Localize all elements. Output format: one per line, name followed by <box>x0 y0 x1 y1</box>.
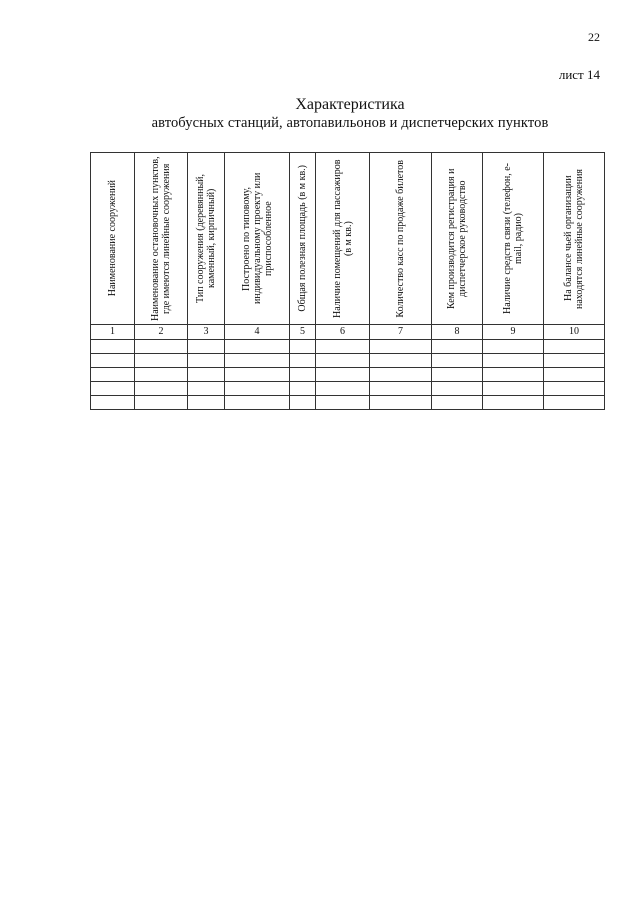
characteristics-table <box>90 152 605 410</box>
table-cell <box>135 382 188 396</box>
header-cell <box>135 153 188 325</box>
column-number: 4 <box>225 325 290 340</box>
table-cell <box>483 368 544 382</box>
column-number: 9 <box>483 325 544 340</box>
table-cell <box>544 382 605 396</box>
table-cell <box>91 340 135 354</box>
table-cell <box>91 382 135 396</box>
table-cell <box>370 340 432 354</box>
table-cell <box>483 354 544 368</box>
header-cell <box>544 153 605 325</box>
table-cell <box>188 368 225 382</box>
table-cell <box>135 396 188 410</box>
sheet-label: лист 14 <box>558 67 600 82</box>
table-row <box>91 396 605 410</box>
header-cell <box>91 153 135 325</box>
table-cell <box>370 354 432 368</box>
header-label: Количество касс по продаже билетов <box>395 159 406 318</box>
title-line-2: автобусных станций, автопавильонов и диспетчерских пунктов <box>151 115 549 131</box>
table-cell <box>290 368 316 382</box>
column-number: 2 <box>135 325 188 340</box>
column-number: 1 <box>91 325 135 340</box>
table-cell <box>135 340 188 354</box>
table-cell <box>225 382 290 396</box>
table-cell <box>432 368 483 382</box>
table-cell <box>544 368 605 382</box>
table-cell <box>483 382 544 396</box>
header-cell <box>225 153 290 325</box>
header-cell <box>432 153 483 325</box>
table-cell <box>483 340 544 354</box>
table-cell <box>544 340 605 354</box>
table-cell <box>91 368 135 382</box>
table-cell <box>290 340 316 354</box>
table-cell <box>370 382 432 396</box>
header-cell <box>483 153 544 325</box>
column-number: 5 <box>290 325 316 340</box>
table-cell <box>290 382 316 396</box>
table-cell <box>91 354 135 368</box>
table-cell <box>290 396 316 410</box>
table-cell <box>225 396 290 410</box>
header-label: Кем производится регистрация и диспетчерское руководство <box>446 168 468 309</box>
table-cell <box>544 396 605 410</box>
table-row <box>91 368 605 382</box>
header-row <box>91 153 605 325</box>
table-cell <box>135 368 188 382</box>
column-number: 3 <box>188 325 225 340</box>
header-cell <box>188 153 225 325</box>
header-label: Общая полезная площадь (в м кв.) <box>297 165 308 312</box>
table-cell <box>370 396 432 410</box>
table-cell <box>370 368 432 382</box>
table-cell <box>432 354 483 368</box>
table-cell <box>188 396 225 410</box>
header-label: Тип сооружения (деревянный, каменный, кирпичный) <box>195 174 217 304</box>
table-cell <box>188 382 225 396</box>
header-label: Наименование остановочных пунктов, где имеются линейные сооружения <box>150 156 172 321</box>
title-line-1: Характеристика <box>295 96 405 113</box>
header-label: Построено по типовому, индивидуальному проекту или приспособленное <box>240 172 274 305</box>
table-cell <box>316 396 370 410</box>
table-cell <box>432 396 483 410</box>
table-cell <box>316 382 370 396</box>
header-cell <box>290 153 316 325</box>
header-label: Наличие средств связи (телефон, e-mail, радио) <box>502 163 524 314</box>
column-number: 6 <box>316 325 370 340</box>
header-label: Наличие помещений для пассажиров (в м кв.) <box>331 159 354 318</box>
table-row <box>91 382 605 396</box>
table-cell <box>225 368 290 382</box>
column-number: 10 <box>544 325 605 340</box>
table-row <box>91 354 605 368</box>
header-label: На балансе чьей организации находятся линейные сооружения <box>563 168 585 309</box>
table-cell <box>316 368 370 382</box>
table-cell <box>188 340 225 354</box>
header-label: Наименование сооружений <box>107 180 118 297</box>
table-cell <box>188 354 225 368</box>
table-cell <box>316 354 370 368</box>
column-number: 8 <box>432 325 483 340</box>
page-number: 22 <box>588 30 600 44</box>
column-number-row <box>91 325 605 340</box>
table-body <box>91 340 605 410</box>
column-number: 7 <box>370 325 432 340</box>
header-cell <box>316 153 370 325</box>
table-cell <box>483 396 544 410</box>
table-cell <box>316 340 370 354</box>
header-cell <box>370 153 432 325</box>
table-cell <box>290 354 316 368</box>
table-cell <box>544 354 605 368</box>
table-cell <box>225 340 290 354</box>
table-cell <box>432 340 483 354</box>
table-row <box>91 340 605 354</box>
table-cell <box>135 354 188 368</box>
document-title <box>100 96 600 132</box>
table-cell <box>91 396 135 410</box>
table-cell <box>432 382 483 396</box>
table-cell <box>225 354 290 368</box>
